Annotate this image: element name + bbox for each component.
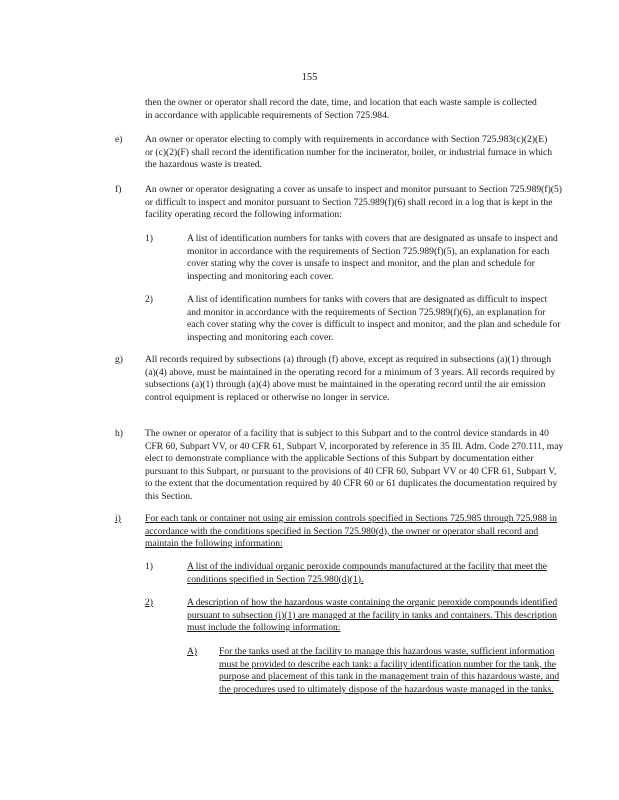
- subitem-label-f1: 1): [145, 233, 153, 244]
- subitem-label-i2A: A): [187, 646, 198, 657]
- subitem-label-i1: 1): [145, 561, 153, 572]
- subitem-text-f1: A list of identification numbers for tanks with covers that are designated as unsafe to inspect and monitor in accordance with the requirements of Section 725.989(f)(5), an explanation for each cover stating why the cover is unsafe to inspect and monitor, and the plan and schedule for inspecting and monitoring each cover.: [187, 233, 558, 282]
- item-text-e: An owner or operator electing to comply with requirements in accordance with Section 725.983(c)(2)(E) or (c)(2)(F) shall record the identification number for the incinerator, boiler, or industrial furnace in which the hazardous waste is treated.: [145, 134, 553, 171]
- item-text-g: All records required by subsections (a) through (f) above, except as required in subsections (a)(1) through (a)(4) above, must be maintained in the operating record for a minimum of 3 years. All records required by subsections (a)(1) through (a)(4) above must be maintained in the operating record until the air emission control equipment is replaced or otherwise no longer in service.: [145, 354, 556, 403]
- page-number: 155: [301, 72, 318, 83]
- item-label-e: e): [115, 134, 123, 145]
- item-text-h: The owner or operator of a facility that is subject to this Subpart and to the control device standards in 40 CFR 60, Subpart VV, or 40 CFR 61, Subpart V, incorporated by reference in 35 Ill. Adm. Code 270.111, may elect to demonstrate compliance with the applicable Sections of this Subpart by documentation either pursuant to this Subpart, or pursuant to the provisions of 40 CFR 60, Subpart VV or 40 CFR 61, Subpart V, to the extent that the documentation required by 40 CFR 60 or 61 duplicates the documentation required by this Section.: [145, 428, 564, 502]
- item-label-g: g): [115, 354, 123, 365]
- subitem-text-i2: A description of how the hazardous waste containing the organic peroxide compounds identified pursuant to subsection (i)(1) are managed at the facility in tanks and containers. This description must include the following information:: [187, 597, 558, 634]
- item-label-h: h): [115, 428, 123, 439]
- subitem-label-f2: 2): [145, 294, 153, 305]
- subitem-text-i2A: For the tanks used at the facility to manage this hazardous waste, sufficient information must be provided to describe each tank: a facility identification number for the tank, the purpose and placement of this tank in the management train of this hazardous waste, and the procedures used to ultimately dispose of the hazardous waste managed in the tanks.: [219, 646, 560, 695]
- item-text-i: For each tank or container not using air emission controls specified in Sections 725.985 through 725.988 in accordance with the conditions specified in Section 725.980(d), the owner or operator shall record and maintain the following information:: [145, 513, 557, 550]
- item-label-i: i): [115, 513, 121, 524]
- item-text-f: An owner or operator designating a cover as unsafe to inspect and monitor pursuant to Section 725.989(f)(5) or difficult to inspect and monitor pursuant to Section 725.989(f)(6) shall record in a log that is kept in the facility operating record the following information:: [145, 184, 562, 221]
- subitem-text-i1: A list of the individual organic peroxide compounds manufactured at the facility that meet the conditions specified in Section 725.980(d)(1).: [187, 561, 548, 585]
- subitem-text-f2: A list of identification numbers for tanks with covers that are designated as difficult to inspect and monitor in accordance with the requirements of Section 725.989(f)(6), an explanation for each cover stating why the cover is difficult to inspect and monitor, and the plan and schedule for inspecting and monitoring each cover.: [187, 294, 561, 343]
- continuation-paragraph: then the owner or operator shall record the date, time, and location that each waste sample is collected in accordance with applicable requirements of Section 725.984.: [145, 97, 537, 121]
- subitem-label-i2: 2): [145, 597, 153, 608]
- item-label-f: f): [115, 184, 122, 195]
